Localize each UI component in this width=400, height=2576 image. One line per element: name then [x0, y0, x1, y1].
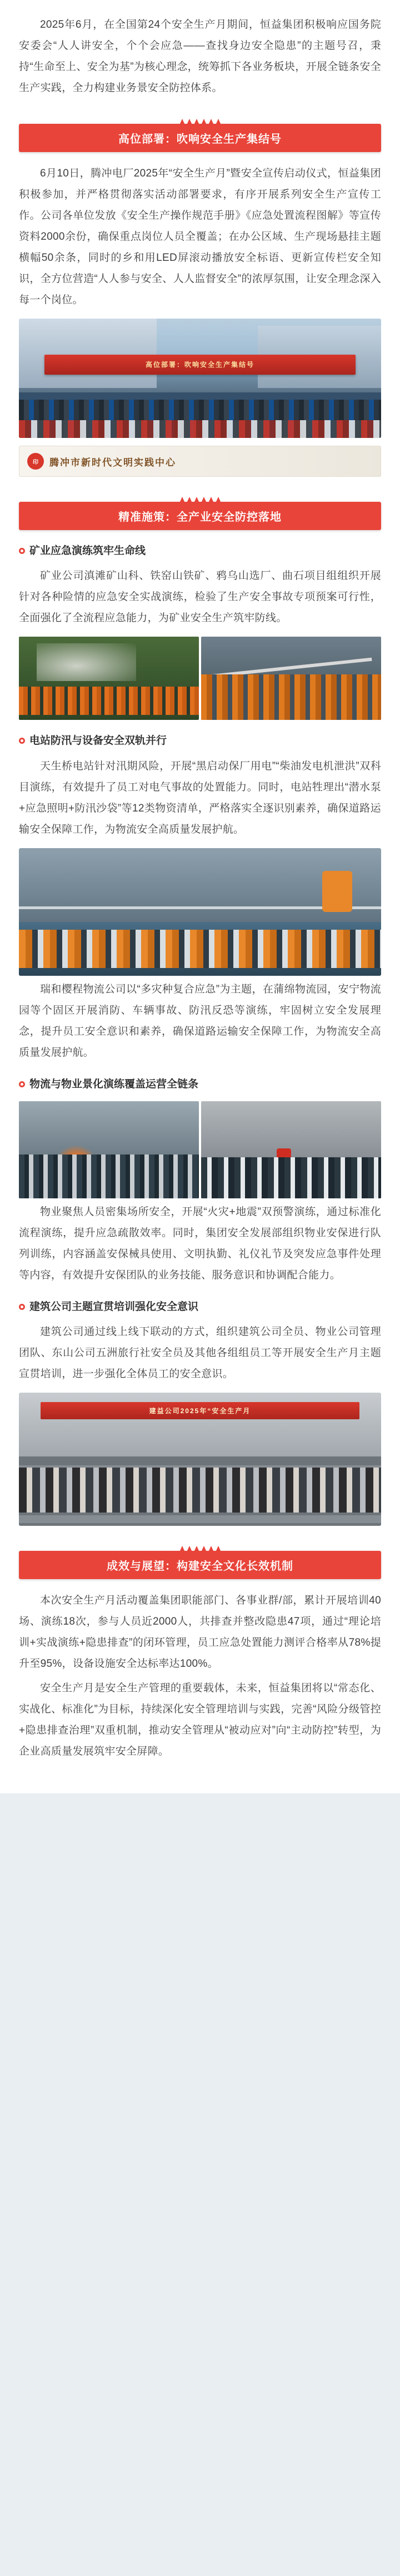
subsection-paragraph: 矿业公司滇滩矿山科、铁窑山铁矿、鸦乌山选厂、曲石项目组组织开展针对各种险情的应急安全实战演练，检验了生产安全事故专项预案可行性，全面强化了全流程应急能力，为矿业安全生产筑牢防线。 — [19, 570, 381, 624]
bullet-dot-icon — [19, 738, 25, 744]
section-title-1: 高位部署：吹响安全生产集结号 — [19, 124, 381, 152]
photo-building-left — [19, 319, 157, 388]
subsection-title: 建筑公司主题宣贯培训强化安全意识 — [29, 1300, 199, 1313]
photo-attendees — [19, 1468, 381, 1513]
photo-worker-vest — [322, 871, 352, 912]
photo-power-station-drill — [19, 848, 381, 976]
subsection-power-body — [0, 756, 400, 840]
photo-crowd-front — [19, 420, 381, 438]
photo-drill-people — [201, 674, 381, 720]
bottom-spacer — [0, 1766, 400, 1771]
section-1-paragraph: 6月10日，腾冲电厂2025年“安全生产月”暨安全宣传启动仪式，恒益集团积极参加，并严格贯彻落实活动部署要求，有序开展系列安全生产宣传工作。公司各单位发放《安全生产操作规范手册》《应急处置流程图解》等宣传资料2000余份，确保重点岗位人员全覆盖；在办公区域、生产现场悬挂主题横幅50余条，同时的乡和用LED屏滚动播放安全标语、更新宣传栏安全知识，全方位营造“人人参与安全、人人监督安全”的浓厚氛围，让安全理念深入每一个岗位。 — [19, 168, 381, 306]
intro-block — [0, 14, 400, 99]
photo-drill-people — [19, 930, 381, 968]
photo-training-banner — [41, 1402, 359, 1419]
photo-banner — [44, 355, 356, 375]
section-3-paragraph-2: 安全生产月是安全生产管理的重要载体，未来，恒益集团将以“常态化、实战化、标准化”为目标，持续深化安全管理培训与实践，完善“风险分级管控+隐患排查治理”双重机制，推动安全管理从“被动应对”向“主动防控”转型，为企业高质量发展筑牢安全屏障。 — [19, 1682, 381, 1758]
subsection-title: 电站防汛与设备安全双轨并行 — [29, 735, 167, 747]
subsection-paragraph: 建筑公司通过线上线下联动的方式，组织建筑公司全员、物业公司管理团队、东山公司五洲旅行社安全员及其他各组组员工等开展安全生产月主题宣贯培训，进一步强化全体员工的安全意识。 — [19, 1326, 381, 1380]
section-heading-3 — [0, 1545, 400, 1579]
section-3-paragraph-1: 本次安全生产月活动覆盖集团职能部门、各事业群/部，累计开展培训40场、演练18次，参与人员近2000人，共排查并整改隐患47项，通过“理论培训+实战演练+隐患排查”的闭环管理，员工应急处置能力测评合格率从78%提升至95%，设备设施安全达标率达100%。 — [19, 1595, 381, 1670]
photo-banner-text: 高位部署：吹响安全生产集结号 — [145, 361, 254, 369]
bullet-dot-icon — [19, 548, 25, 554]
subsection-heading-logistics — [0, 1076, 400, 1093]
section-1-body — [0, 163, 400, 311]
photo-drill-people — [19, 1155, 199, 1198]
subsection-paragraph: 物业聚焦人员密集场所安全，开展“火灾+地震”双预警演练，通过标准化流程演练，提升应急疏散效率。同时，集团安全发展部组织物业安保进行队列训练，内容涵盖安保械具使用、文明执勤、礼仪礼节及突发应急事件处理等内容，有效提升安保团队的业务技能、服务意识和协调配合能力。 — [19, 1206, 381, 1281]
top-spacer — [0, 0, 400, 14]
subsection-paragraph-extra: 瑞和樱程物流公司以“多灾种复合应急”为主题，在蒲绵物流园，安宁物流园等个固区开展消防、车辆事故、防汛反恐等演练，牢固树立安全发展理念，提升员工安全意识和素养，确保道路运输安全保障工作，为物流安全高质量发展护航。 — [19, 983, 381, 1058]
subsection-heading-construction — [0, 1298, 400, 1316]
caption-text: 腾冲市新时代文明实践中心 — [49, 457, 176, 468]
bullet-dot-icon — [19, 1081, 25, 1087]
subsection-heading-power — [0, 732, 400, 750]
subsection-mining-body — [0, 566, 400, 629]
photo-caption-strip — [19, 446, 381, 477]
section-3-body — [0, 1590, 400, 1762]
subsection-title: 物流与物业景化演练覆盖运营全链条 — [29, 1078, 199, 1090]
subsection-construction-body — [0, 1322, 400, 1385]
section-title-3: 成效与展望：构建安全文化长效机制 — [19, 1551, 381, 1579]
subsection-paragraph: 天生桥电站针对汛期风险，开展“黑启动保厂用电”“柴油发电机泄洪”双科目演练，有效提升了员工对电气事故的处置能力。同时，电站牲理出“潜水泵+应急照明+防汛沙袋”等12类物资清单，严格落实全逐识别素养，确保道路运输安全保障工作，为物流安全高质量发展护航。 — [19, 760, 381, 835]
photo-drill-line — [19, 687, 199, 715]
photo-mine-drill-forest — [19, 637, 199, 720]
subsection-power-extra — [0, 979, 400, 1063]
section-title-2: 精准施策：全产业安全防控落地 — [19, 502, 381, 530]
subsection-logistics-body — [0, 1202, 400, 1286]
photo-launch-ceremony — [19, 319, 381, 438]
photo-smoke — [37, 643, 136, 681]
photo-extinguisher-drill — [201, 1101, 381, 1198]
photo-pair-fire — [19, 1101, 381, 1198]
photo-pair-mining — [19, 637, 381, 720]
photo-training-banner-text: 建益公司2025年“安全生产月 — [149, 1407, 251, 1415]
photo-fire-drill-flame — [19, 1101, 199, 1198]
seal-icon: 印 — [27, 453, 44, 470]
section-heading-1 — [0, 118, 400, 152]
subsection-title: 矿业应急演练筑牢生命线 — [29, 545, 146, 557]
subsection-heading-mining — [0, 542, 400, 560]
photo-mine-drill-hose — [201, 637, 381, 720]
bullet-dot-icon — [19, 1304, 25, 1310]
photo-drill-people — [201, 1157, 381, 1198]
intro-paragraph: 2025年6月，在全国第24个安全生产月期间，恒益集团积极响应国务院安委会“人人讲安全，个个会应急——查找身边安全隐患”的主题号召，秉持“生命至上、安全为基”为核心理念，统筹抓下各业务板块，开展全链条安全生产实践，全力构建业务景安全防控体系。 — [19, 19, 381, 94]
section-heading-2 — [0, 496, 400, 530]
photo-training-session — [19, 1393, 381, 1526]
